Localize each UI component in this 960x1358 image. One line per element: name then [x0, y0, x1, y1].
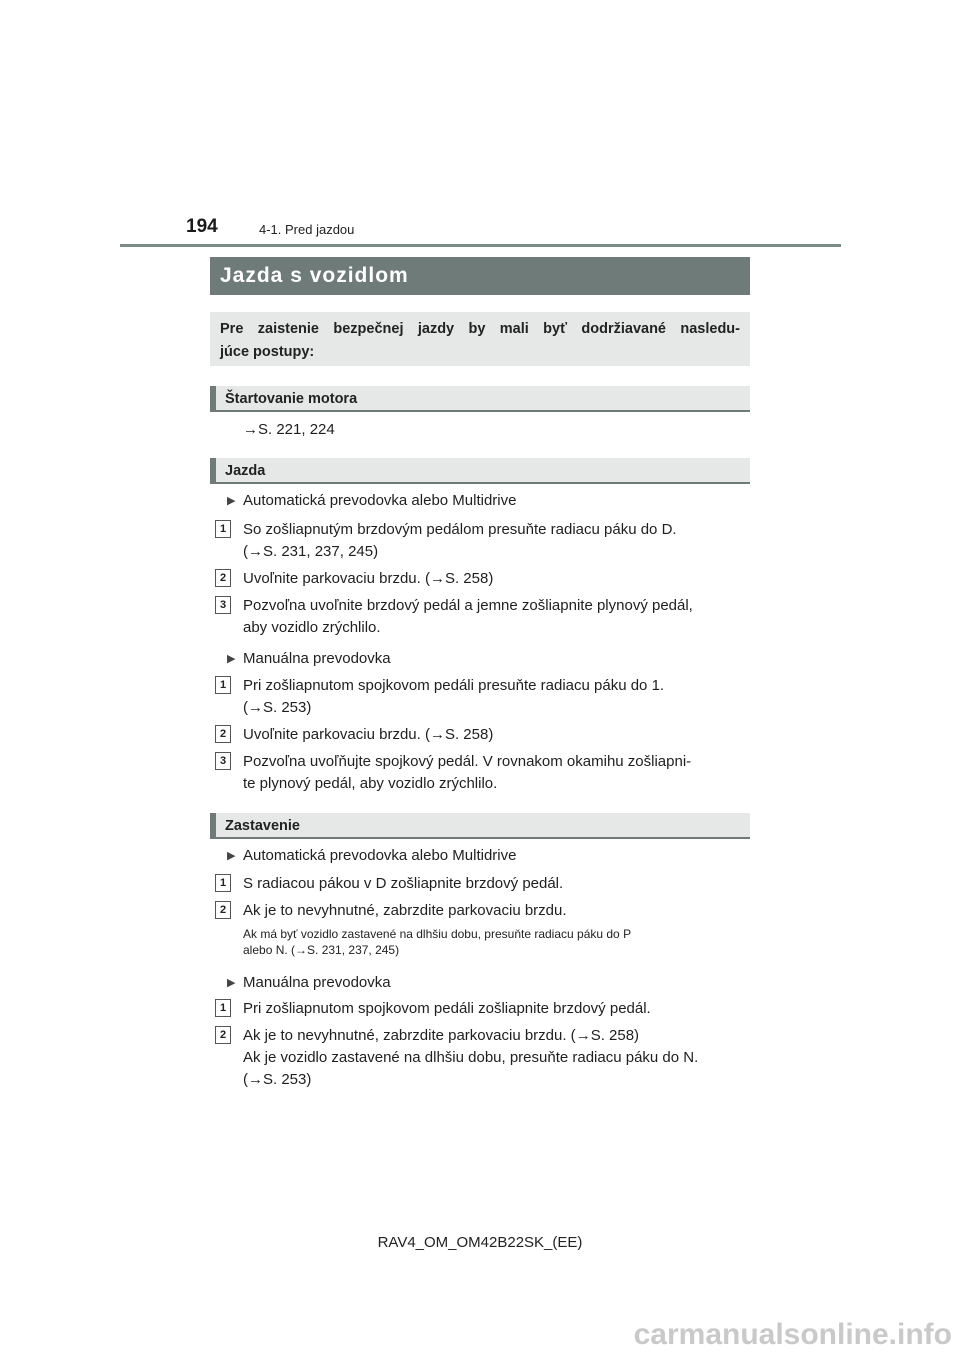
- step-number-box: 1: [215, 676, 231, 694]
- header-divider: [120, 244, 841, 247]
- step-number-box: 2: [215, 1026, 231, 1044]
- stopping-manual-step2-line2: Ak je vozidlo zastavené na dlhšiu dobu, presuňte radiacu páku do N.: [243, 1049, 699, 1066]
- step-number-box: 1: [215, 999, 231, 1017]
- step-number-box: 1: [215, 874, 231, 892]
- arrow-icon: →: [295, 943, 308, 957]
- driving-auto-step3-line2: aby vozidlo zrýchlilo.: [243, 619, 381, 636]
- driving-manual-label: Manuálna prevodovka: [243, 650, 391, 667]
- triangle-bullet-icon: ▶: [227, 850, 236, 862]
- step-text: Uvoľnite parkovaciu brzdu. (: [243, 726, 430, 743]
- arrow-icon: →: [429, 726, 445, 743]
- intro-line-2: júce postupy:: [220, 344, 315, 360]
- stopping-manual-step2-line3: (→S. 253): [243, 1071, 312, 1088]
- arrow-icon: →: [248, 1071, 263, 1088]
- triangle-bullet-icon: ▶: [227, 495, 236, 507]
- step-number-box: 3: [215, 596, 231, 614]
- subheading-driving: [210, 458, 750, 484]
- step-number-box: 2: [215, 725, 231, 743]
- driving-auto-step1-line1: So zošliapnutým brzdovým pedálom presuňte radiacu páku do D.: [243, 521, 677, 538]
- section-reference: 4-1. Pred jazdou: [259, 222, 355, 237]
- document-code-footer: RAV4_OM_OM42B22SK_(EE): [377, 1234, 583, 1251]
- watermark: carmanualsonline.info: [633, 1318, 952, 1351]
- stopping-auto-step1: S radiacou pákou v D zošliapnite brzdový pedál.: [243, 875, 564, 892]
- stopping-auto-step2: Ak je to nevyhnutné, zabrzdite parkovaciu brzdu.: [243, 902, 567, 919]
- driving-manual-step3-line2: te plynový pedál, aby vozidlo zrýchlilo.: [243, 775, 498, 792]
- triangle-bullet-icon: ▶: [227, 653, 236, 665]
- arrow-icon: →: [243, 421, 258, 438]
- start-reference: [243, 419, 335, 441]
- stopping-auto-note-line2: [243, 943, 750, 958]
- ref-text: S. 231, 237, 245): [307, 943, 400, 957]
- ref-text: S. 258): [590, 1027, 640, 1044]
- subheading-stopping: [210, 813, 750, 839]
- driving-auto-step2: [243, 568, 493, 590]
- stopping-manual-step2-line1: [243, 1025, 639, 1047]
- subheading-starting-engine: [210, 386, 750, 412]
- ref-text: S. 253): [263, 699, 312, 716]
- driving-manual-step3-line1: Pozvoľna uvoľňujte spojkový pedál. V rovnakom okamihu zošliapni-: [243, 753, 692, 770]
- step-number-box: 3: [215, 752, 231, 770]
- step-number-box: 2: [215, 901, 231, 919]
- arrow-icon: →: [248, 699, 263, 716]
- ref-text: S. 258): [444, 726, 494, 743]
- step-text: Uvoľnite parkovaciu brzdu. (: [243, 570, 430, 587]
- arrow-icon: →: [248, 543, 263, 560]
- subheading-text: Štartovanie motora: [225, 391, 358, 407]
- note-text: alebo N. (: [243, 943, 296, 957]
- driving-manual-step1-line1: Pri zošliapnutom spojkovom pedáli presuňte radiacu páku do 1.: [243, 677, 665, 694]
- start-ref-text: S. 221, 224: [258, 421, 335, 438]
- page-number: 194: [186, 216, 218, 237]
- stopping-auto-label: Automatická prevodovka alebo Multidrive: [243, 847, 517, 864]
- ref-text: S. 231, 237, 245): [263, 543, 379, 560]
- triangle-bullet-icon: ▶: [227, 977, 236, 989]
- arrow-icon: →: [575, 1027, 591, 1044]
- driving-manual-step1-line2: (→S. 253): [243, 699, 312, 716]
- stopping-manual-step1: Pri zošliapnutom spojkovom pedáli zošliapnite brzdový pedál.: [243, 1000, 651, 1017]
- step-text: Ak je to nevyhnutné, zabrzdite parkovaciu brzdu. (: [243, 1027, 576, 1044]
- intro-line-1: Pre zaistenie bezpečnej jazdy by mali byť dodržiavané nasledu-: [220, 321, 740, 337]
- subheading-text: Zastavenie: [225, 818, 300, 834]
- stopping-auto-note-line1: Ak má byť vozidlo zastavené na dlhšiu dobu, presuňte radiacu páku do P: [243, 927, 632, 941]
- driving-manual-step2: [243, 724, 493, 746]
- intro-box: [210, 312, 750, 366]
- arrow-icon: →: [429, 570, 445, 587]
- driving-auto-label: Automatická prevodovka alebo Multidrive: [243, 492, 517, 509]
- driving-auto-step3-line1: Pozvoľna uvoľnite brzdový pedál a jemne zošliapnite plynový pedál,: [243, 597, 693, 614]
- page-title: Jazda s vozidlom: [210, 257, 750, 295]
- step-number-box: 1: [215, 520, 231, 538]
- step-number-box: 2: [215, 569, 231, 587]
- ref-text: S. 253): [263, 1071, 312, 1088]
- ref-text: S. 258): [444, 570, 494, 587]
- subheading-text: Jazda: [225, 463, 266, 479]
- stopping-manual-label: Manuálna prevodovka: [243, 974, 391, 991]
- driving-auto-step1-line2: (→S. 231, 237, 245): [243, 543, 379, 560]
